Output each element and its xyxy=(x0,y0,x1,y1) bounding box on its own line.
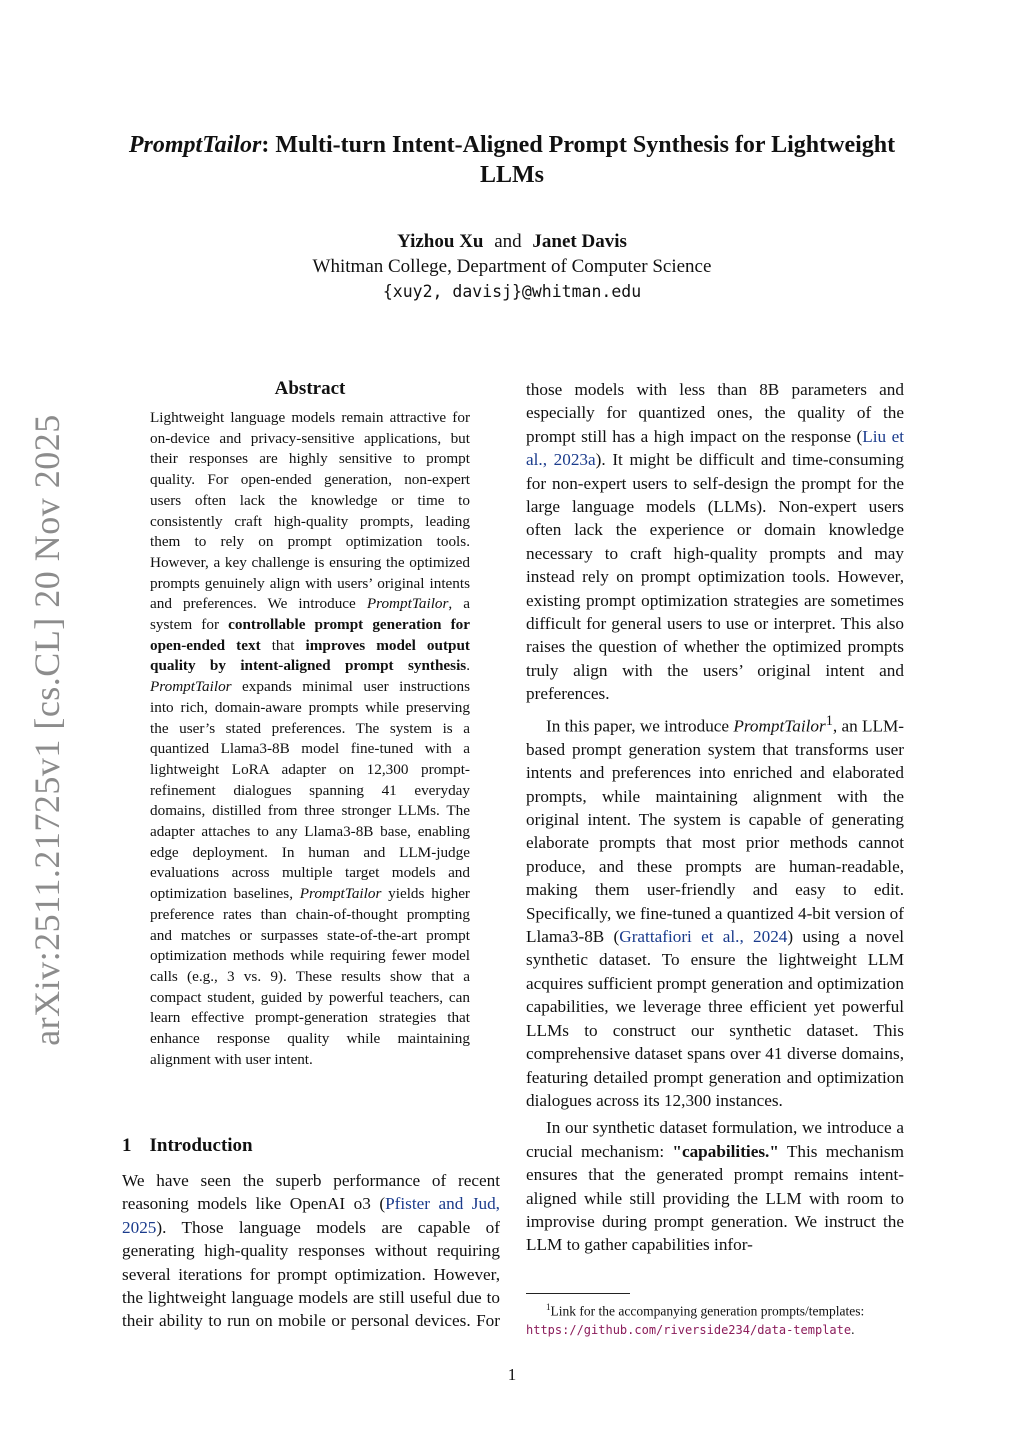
abstract-run: yields higher preference rates than chain-of-thought prompting and matches or surpasses state-of-the-art prompt optimization methods while requiring fewer model calls (e.g., 3 vs. 9). These results show that a compact student, guided by powerful teachers, can learn effective prompt-generation strategies that enhance response quality while maintaining alignment with user intent. xyxy=(150,885,470,1068)
paper-title xyxy=(120,130,904,190)
body-run: ). Those language models are capable of generating high-quality responses without requiring several iterations for prompt optimization. However, the lightweight language models are still useful due to their ability to run on mobile or personal devices. For xyxy=(122,1217,500,1331)
title-rest: : Multi-turn Intent-Aligned Prompt Synthesis for Lightweight LLMs xyxy=(261,132,896,188)
inline-bold: "capabilities." xyxy=(672,1141,779,1161)
abstract-brand: PromptTailor xyxy=(299,885,382,903)
body-run: In our synthetic dataset formulation, we introduce a crucial mechanism: xyxy=(526,1118,904,1161)
abstract-section xyxy=(150,378,470,1071)
abstract-brand: PromptTailor xyxy=(366,595,449,613)
body-run: In this paper, we introduce xyxy=(546,716,734,736)
footnote xyxy=(526,1298,904,1339)
abstract-bold: controllable prompt generation for open-ended text xyxy=(150,616,470,654)
section-title: Introduction xyxy=(149,1135,253,1156)
title-brand: PromptTailor xyxy=(128,132,262,158)
footnote-end: . xyxy=(851,1321,855,1337)
citation-link[interactable]: Grattafiori et al., 2024 xyxy=(619,927,788,947)
abstract-run: . xyxy=(466,657,470,675)
intro-left-column xyxy=(122,1135,500,1333)
body-run: ). It might be difficult and time-consuming for non-expert users to self-design the prompt for the large language models (LLMs). Non-expert users often lack the experience or domain knowledge necessary to craft high-quality prompts and may instead rely on prompt optimization tools. However, existing prompt optimization strategies are sometimes difficult for general users to use or interpret. This also raises the question of whether the optimized prompts truly align with the users’ original intent and preferences. xyxy=(526,450,904,704)
author-name: Yizhou Xu xyxy=(397,231,484,252)
page-number: 1 xyxy=(507,1365,517,1384)
intro-right-column xyxy=(526,378,904,1257)
abstract-run: , a system for xyxy=(150,595,471,634)
intro-paragraph-1-continued xyxy=(526,378,904,706)
footnote-marker[interactable]: 1 xyxy=(825,712,833,729)
footnote-text-line xyxy=(526,1298,904,1321)
section-number: 1 xyxy=(122,1135,132,1156)
abstract-run: expands minimal user instructions into rich, domain-aware prompts while preserving the user’s stated preferences. The system is a quantized Llama3-8B model fine-tuned with a lightweight LoRA adapter on 12,300 prompt-refinement dialogues spanning 41 everyday domains, distilled from three stronger LLMs. The adapter attaches to any Llama3-8B base, enabling edge deployment. In human and LLM-judge evaluations across multiple target models and optimization baselines, xyxy=(150,678,470,903)
body-run: those models with less than 8B parameters and especially for quantized ones, the quality of the prompt still has a high impact on the response ( xyxy=(526,380,904,446)
footnote-rule xyxy=(526,1293,630,1294)
abstract-text xyxy=(150,408,470,1071)
section-heading xyxy=(122,1135,500,1157)
citation-link[interactable]: Liu et al., 2023a xyxy=(526,426,904,470)
abstract-run: that xyxy=(260,636,306,654)
arxiv-identifier-text: arXiv:2511.21725v1 [cs.CL] 20 Nov 2025 xyxy=(27,414,68,1046)
abstract-bold: improves model output quality by intent-aligned prompt synthesis xyxy=(150,636,470,675)
affiliation: Whitman College, Department of Computer Science xyxy=(312,256,712,277)
abstract-brand: PromptTailor xyxy=(150,678,232,696)
body-run: ) using a novel synthetic dataset. To ensure the lightweight LLM acquires sufficient prompt generation and optimization capabilities, we leverage three efficient yet powerful LLMs to construct our synthetic dataset. This comprehensive dataset spans over 41 diverse domains, featuring detailed prompt generation and optimization dialogues across its 12,300 instances. xyxy=(526,927,904,1110)
body-run: This mechanism ensures that the generated prompt remains intent-aligned while still providing the LLM with room to improvise during prompt generation. We instruct the LLM to gather capabilities infor- xyxy=(526,1141,904,1255)
author-conjunction: and xyxy=(494,231,522,252)
footnote-url[interactable]: https://github.com/riverside234/data-template xyxy=(526,1322,852,1337)
author-name: Janet Davis xyxy=(532,231,627,252)
footnote-mark: 1 xyxy=(546,1302,551,1312)
intro-paragraph-2 xyxy=(526,710,904,1113)
footnote-url-line xyxy=(526,1321,904,1339)
abstract-heading: Abstract xyxy=(274,378,346,399)
author-email: {xuy2, davisj}@whitman.edu xyxy=(382,282,642,301)
citation-link[interactable]: Pfister and Jud, 2025 xyxy=(122,1194,500,1237)
arxiv-identifier-stamp xyxy=(22,414,72,1046)
intro-paragraph-3 xyxy=(526,1116,904,1256)
inline-brand: PromptTailor xyxy=(733,716,826,736)
body-run: , an LLM-based prompt generation system that transforms user intents and preferences into enriched and elaborated prompts, while maintaining alignment with the original intent. The system is capable of generating elaborate prompts that most prior methods cannot produce, and these prompts are human-readable, making them user-friendly and easy to edit. Specifically, we fine-tuned a quantized 4-bit version of Llama3-8B ( xyxy=(526,716,904,947)
body-run: We have seen the superb performance of recent reasoning models like OpenAI o3 ( xyxy=(122,1171,500,1214)
footnote-text: Link for the accompanying generation prompts/templates: xyxy=(550,1303,865,1319)
author-block xyxy=(120,229,904,304)
intro-paragraph-1-start xyxy=(122,1169,500,1333)
abstract-run: Lightweight language models remain attractive for on-device and privacy-sensitive applications, but their responses are highly sensitive to prompt quality. For open-ended generation, non-expert users often lack the knowledge or time to consistently craft high-quality prompts, leading them to rely on prompt optimization tools. However, a key challenge is ensuring the optimized prompts genuinely align with users’ original intents and preferences. We introduce xyxy=(150,409,470,613)
